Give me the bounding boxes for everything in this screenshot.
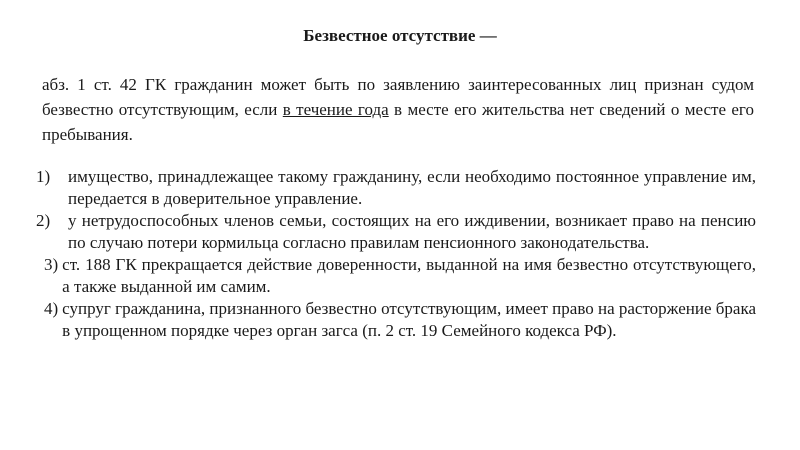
list-item-number: 2) [36,211,51,230]
list-item-number: 3) [44,255,59,274]
list-item-text: имущество, принадлежащее такому гражданину, если необходимо постоянное управление им, передается в доверительное управление. [68,167,756,208]
slide-title: Безвестное отсутствие — [303,26,497,45]
list-item-number: 4) [44,299,59,318]
list-item-3 [36,254,756,298]
list-item-2 [36,210,756,254]
list-item-text: ст. 188 ГК прекращается действие доверенности, выданной на имя безвестно отсутствующего, а также выданной им самим. [62,255,756,296]
list-item-4 [36,298,756,342]
intro-paragraph [42,72,754,147]
list-item-number: 1) [36,167,51,186]
list-item-text: супруг гражданина, признанного безвестно отсутствующим, имеет право на расторжение брака в упрощенном порядке через орган загса (п. 2 ст. 19 Семейного кодекса РФ). [62,299,756,340]
intro-text-after: в месте его жительства нет сведений о месте его пребывания. [42,100,754,144]
intro-underlined-text: в течение года [282,100,389,119]
intro-text-before: абз. 1 ст. 42 ГК гражданин может быть по заявлению заинтересованных лиц признан судом безвестно отсутствующим, если [42,75,754,119]
list-item-1 [36,166,756,210]
consequences-list [36,166,756,342]
list-item-text: у нетрудоспособных членов семьи, состоящих на его иждивении, возникает право на пенсию по случаю потери кормильца согласно правилам пенсионного законодательства. [68,211,756,252]
